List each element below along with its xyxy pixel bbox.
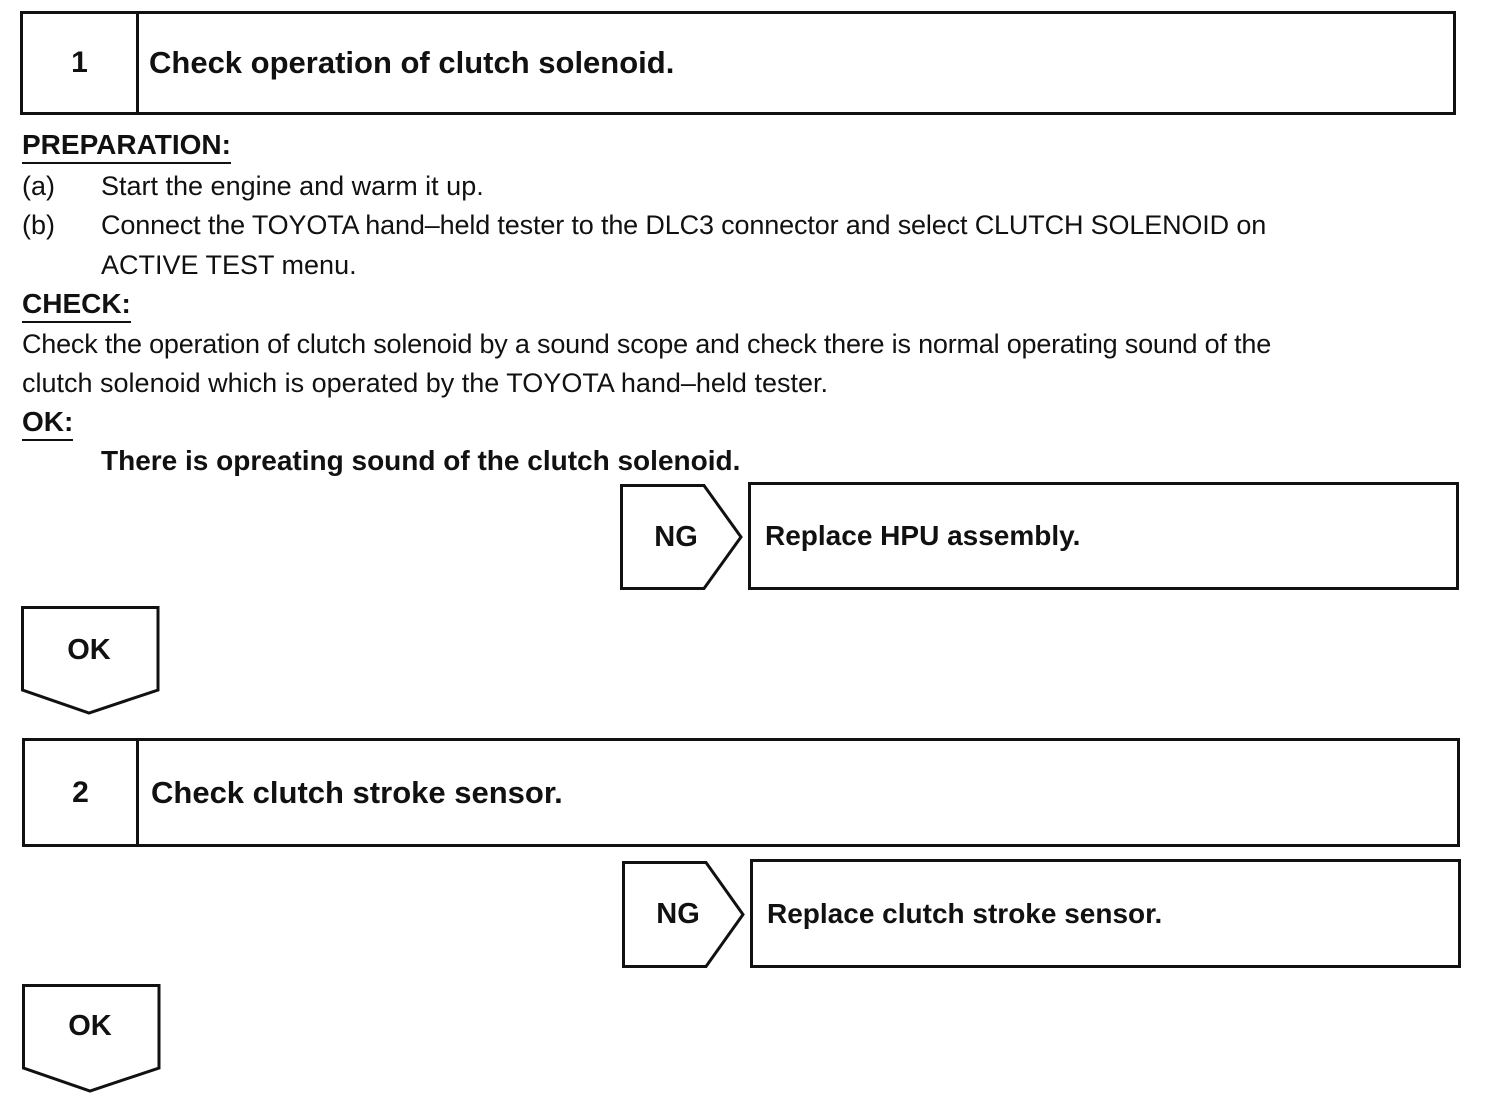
ok-heading: OK: bbox=[22, 406, 73, 441]
step-2-header bbox=[22, 738, 1460, 847]
check-text-line-1: Check the operation of clutch solenoid by a sound scope and check there is normal operating sound of the bbox=[22, 329, 1272, 359]
step-1-header bbox=[20, 11, 1456, 115]
prep-item-b-text-line-1: Connect the TOYOTA hand–held tester to the DLC3 connector and select CLUTCH SOLENOID on bbox=[101, 210, 1267, 240]
step-2-title: Check clutch stroke sensor. bbox=[151, 774, 563, 810]
step-1-title: Check operation of clutch solenoid. bbox=[149, 45, 675, 80]
ng-arrow-2-label: NG bbox=[656, 898, 700, 930]
prep-item-a-text: Start the engine and warm it up. bbox=[101, 171, 484, 201]
prep-item-b-marker: (b) bbox=[22, 210, 55, 240]
ng-arrow-2 bbox=[622, 861, 746, 968]
preparation-heading: PREPARATION: bbox=[22, 129, 231, 164]
ok-arrow-1-label: OK bbox=[67, 634, 111, 666]
ok-arrow-2 bbox=[22, 984, 162, 1094]
step-2-number: 2 bbox=[25, 741, 139, 844]
ng-result-2: Replace clutch stroke sensor. bbox=[750, 859, 1461, 968]
ok-spec-text: There is opreating sound of the clutch solenoid. bbox=[101, 445, 741, 476]
ng-arrow-1 bbox=[620, 484, 744, 590]
prep-item-a-marker: (a) bbox=[22, 171, 55, 201]
prep-item-b-text-line-2: ACTIVE TEST menu. bbox=[101, 250, 357, 280]
check-heading: CHECK: bbox=[22, 288, 131, 323]
step-1-number: 1 bbox=[23, 14, 139, 112]
check-text-line-2: clutch solenoid which is operated by the TOYOTA hand–held tester. bbox=[22, 368, 828, 398]
ok-arrow-1 bbox=[21, 606, 161, 716]
ng-arrow-1-label: NG bbox=[654, 520, 698, 553]
ng-result-1: Replace HPU assembly. bbox=[748, 482, 1459, 590]
ok-arrow-2-label: OK bbox=[68, 1010, 112, 1042]
